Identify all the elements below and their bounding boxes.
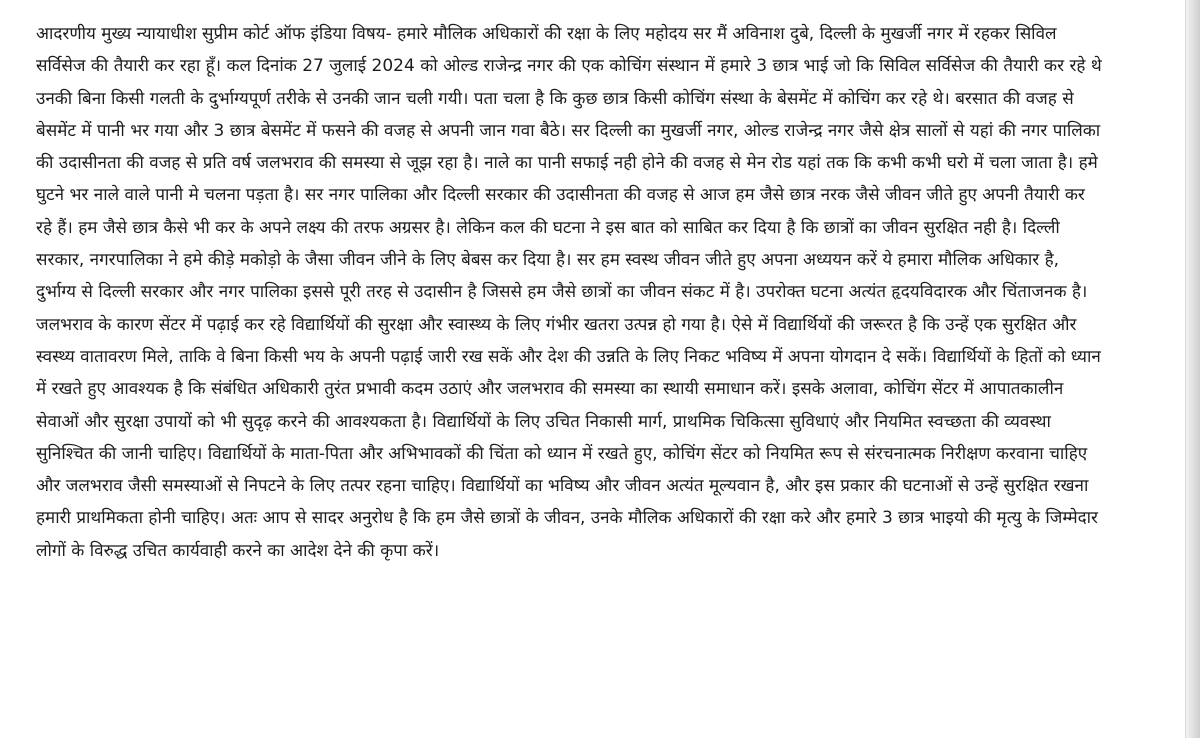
page-edge-scroll-area	[1185, 0, 1200, 738]
letter-body-text: आदरणीय मुख्य न्यायाधीश सुप्रीम कोर्ट ऑफ इंडिया विषय- हमारे मौलिक अधिकारों की रक्षा के लिए महोदय सर मैं अविनाश दुबे, दिल्ली के मुखर्जी नगर में रहकर सिविल सर्विसेज की तैयारी कर रहा हूँ। कल दिनांक 27 जुलाई 2024 को ओल्ड राजेन्द्र नगर की एक कोचिंग संस्थान में हमारे 3 छात्र भाई जो कि सिविल सर्विसेज की तैयारी कर रहे थे उनकी बिना किसी गलती के दुर्भाग्यपूर्ण तरीके से उनकी जान चली गयी। पता चला है कि कुछ छात्र किसी कोचिंग संस्था के बेसमेंट में कोचिंग कर रहे थे। बरसात की वजह से बेसमेंट में पानी भर गया और 3 छात्र बेसमेंट में फसने की वजह से अपनी जान गवा बैठे। सर दिल्ली का मुखर्जी नगर, ओल्ड राजेन्द्र नगर जैसे क्षेत्र सालों से यहां की नगर पालिका की उदासीनता की वजह से प्रति वर्ष जलभराव की समस्या से जूझ रहा है। नाले का पानी सफाई नही होने की वजह से मेन रोड यहां तक कि कभी कभी घरो में चला जाता है। हमे घुटने भर नाले वाले पानी मे चलना पड़ता है। सर नगर पालिका और दिल्ली सरकार की उदासीनता की वजह से आज हम जैसे छात्र नरक जैसे जीवन जीते हुए अपनी तैयारी कर रहे हैं। हम जैसे छात्र कैसे भी कर के अपने लक्ष्य की तरफ अग्रसर है। लेकिन कल की घटना ने इस बात को साबित कर दिया है कि छात्रों का जीवन सुरक्षित नही है। दिल्ली सरकार, नगरपालिका ने हमे कीड़े मकोड़ो के जैसा जीवन जीने के लिए बेबस कर दिया है। सर हम स्वस्थ जीवन जीते हुए अपना अध्ययन करें ये हमारा मौलिक अधिकार है, दुर्भाग्य से दिल्ली सरकार और नगर पालिका इससे पूरी तरह से उदासीन है जिससे हम जैसे छात्रों का जीवन संकट में है। उपरोक्त घटना अत्यंत हृदयविदारक और चिंताजनक है। जलभराव के कारण सेंटर में पढ़ाई कर रहे विद्यार्थियों की सुरक्षा और स्वास्थ्य के लिए गंभीर खतरा उत्पन्न हो गया है। ऐसे में विद्यार्थियों की जरूरत है कि उन्हें एक सुरक्षित और स्वस्थ्य वातावरण मिले, ताकि वे बिना किसी भय के अपनी पढ़ाई जारी रख सकें और देश की उन्नति के लिए निकट भविष्य में अपना योगदान दे सकें। विद्यार्थियों के हितों को ध्यान में रखते हुए आवश्यक है कि संबंधित अधिकारी तुरंत प्रभावी कदम उठाएं और जलभराव की समस्या का स्थायी समाधान करें। इसके अलावा, कोचिंग सेंटर में आपातकालीन सेवाओं और सुरक्षा उपायों को भी सुदृढ़ करने की आवश्यकता है। विद्यार्थियों के लिए उचित निकासी मार्ग, प्राथमिक चिकित्सा सुविधाएं और नियमित स्वच्छता की व्यवस्था सुनिश्चित की जानी चाहिए। विद्यार्थियों के माता-पिता और अभिभावकों की चिंता को ध्यान में रखते हुए, कोचिंग सेंटर को नियमित रूप से संरचनात्मक निरीक्षण करवाना चाहिए और जलभराव जैसी समस्याओं से निपटने के लिए तत्पर रहना चाहिए। विद्यार्थियों का भविष्य और जीवन अत्यंत मूल्यवान है, और इस प्रकार की घटनाओं से उन्हें सुरक्षित रखना हमारी प्राथमिकता होनी चाहिए। अतः आप से सादर अनुरोध है कि हम जैसे छात्रों के जीवन, उनके मौलिक अधिकारों की रक्षा करे और हमारे 3 छात्र भाइयो की मृत्यु के जिम्मेदार लोगों के विरुद्ध उचित कार्यवाही करने का आदेश देने की कृपा करें।	[36, 24, 1102, 561]
